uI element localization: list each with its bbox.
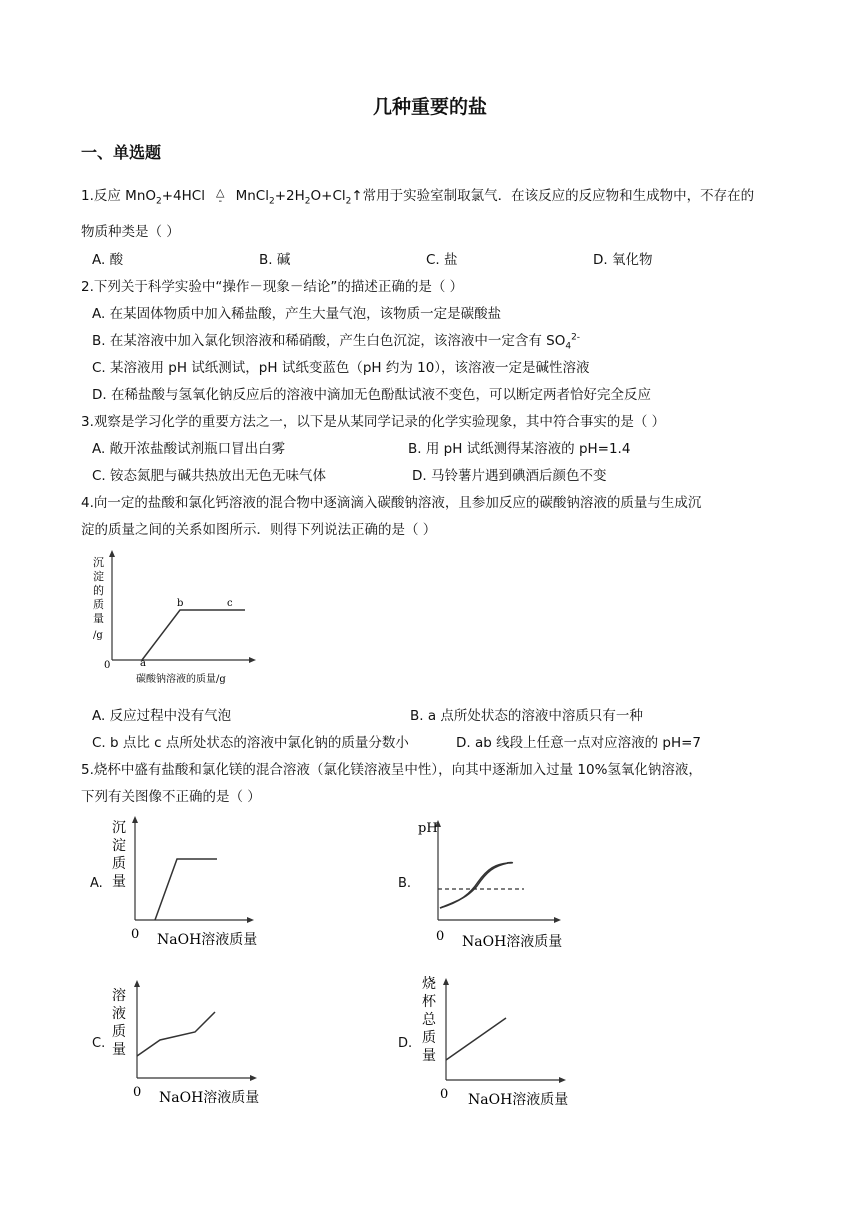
q3-option-a: A. 敞开浓盐酸试剂瓶口冒出白雾 — [92, 441, 286, 457]
q5-stem-line2: 下列有关图像不正确的是（ ） — [81, 789, 261, 805]
q5-graph-a-ylabel-2: 质 — [112, 856, 126, 872]
q5-graph-d-ylabel-0: 烧 — [422, 976, 436, 992]
q5-graph-a-curve — [155, 859, 217, 920]
q5-graph-c-curve — [137, 1012, 215, 1056]
q5-graph-a-ylabel-3: 量 — [112, 874, 126, 890]
q5-graph-c-ylabel-0: 溶 — [112, 988, 126, 1004]
q5-graph-c-ylabel-1: 液 — [112, 1006, 126, 1022]
q5-graph-d-curve — [446, 1018, 506, 1060]
page-title: 几种重要的盐 — [372, 96, 487, 118]
q4-ylabel-5: /g — [93, 630, 103, 641]
q1-stem-line2: 物质种类是（ ） — [81, 224, 180, 240]
q4-curve — [142, 610, 245, 660]
q2-option-a: A. 在某固体物质中加入稀盐酸，产生大量气泡，该物质一定是碳酸盐 — [92, 306, 502, 322]
q4-ylabel-3: 质 — [93, 598, 104, 611]
q5-graph-b-xlabel: NaOH溶液质量 — [462, 934, 563, 950]
q5-graph-c — [105, 978, 270, 1110]
q1-option-b: B. 碱 — [259, 252, 291, 268]
q5-graph-c-xlabel: NaOH溶液质量 — [159, 1090, 260, 1106]
q5-graph-d — [414, 972, 579, 1112]
q5-graph-c-label: C. — [92, 1036, 106, 1051]
q4-point-c: c — [227, 598, 233, 609]
q5-graph-d-ylabel-4: 量 — [422, 1048, 436, 1064]
q5-graph-a — [105, 814, 265, 952]
q5-graph-d-label: D. — [398, 1036, 413, 1051]
q4-option-c: C. b 点比 c 点所处状态的溶液中氯化钠的质量分数小 — [92, 735, 409, 751]
q5-graph-d-ylabel-2: 总 — [422, 1012, 436, 1028]
q3-option-b: B. 用 pH 试纸测得某溶液的 pH=1.4 — [408, 441, 631, 457]
q2-option-c: C. 某溶液用 pH 试纸测试，pH 试纸变蓝色（pH 约为 10），该溶液一定是碱性溶液 — [92, 360, 590, 376]
q5-graph-c-ylabel-2: 质 — [112, 1024, 126, 1040]
q4-ylabel-0: 沉 — [93, 556, 104, 569]
q5-graph-c-ylabel-3: 量 — [112, 1042, 126, 1058]
q2-stem: 2.下列关于科学实验中“操作－现象－结论”的描述正确的是（ ） — [81, 279, 464, 295]
q2-option-d: D. 在稀盐酸与氢氧化钠反应后的溶液中滴加无色酚酞试液不变色，可以断定两者恰好完全反应 — [92, 387, 651, 403]
q4-ylabel-2: 的 — [93, 584, 104, 597]
q4-xlabel: 碳酸钠溶液的质量/g — [136, 674, 226, 685]
q1-stem-line1: 1.反应 MnO$_2$+4HCl △ - $MnCl_2+2H_2O+Cl_2↑$常用于实验室制取氯气．在该反应的反应物和生成物中，不存在的 — [81, 185, 755, 207]
q5-graph-d-ylabel-1: 杯 — [422, 994, 436, 1010]
q5-graph-b — [412, 816, 572, 954]
q4-ylabel-1: 淀 — [93, 570, 104, 583]
q1-option-c: C. 盐 — [426, 252, 458, 268]
q4-point-b: b — [177, 598, 184, 609]
q5-graph-b-ylabel: pH — [418, 821, 438, 836]
q4-point-a: a — [140, 658, 146, 669]
q1-option-a: A. 酸 — [92, 252, 124, 268]
q5-stem-line1: 5.烧杯中盛有盐酸和氯化镁的混合溶液（氯化镁溶液呈中性），向其中逐渐加入过量 10%氢氧化钠溶液， — [81, 762, 702, 778]
q5-graph-d-xlabel: NaOH溶液质量 — [468, 1092, 569, 1108]
q4-origin: 0 — [104, 660, 111, 671]
q4-stem-line1: 4.向一定的盐酸和氯化钙溶液的混合物中逐滴滴入碳酸钠溶液，且参加反应的碳酸钠溶液的质量与生成沉 — [81, 495, 702, 511]
q5-graph-b-label: B. — [398, 876, 412, 891]
q4-option-b: B. a 点所处状态的溶液中溶质只有一种 — [410, 708, 643, 724]
q5-graph-c-origin: 0 — [133, 1085, 142, 1100]
q3-option-c: C. 铵态氮肥与碱共热放出无色无味气体 — [92, 468, 327, 484]
q5-graph-a-ylabel-0: 沉 — [112, 820, 126, 836]
q5-graph-a-ylabel-1: 淀 — [112, 838, 126, 854]
q4-graph — [90, 548, 270, 692]
q4-ylabel-4: 量 — [93, 612, 104, 625]
q5-graph-d-origin: 0 — [440, 1087, 449, 1102]
q5-graph-a-origin: 0 — [131, 927, 140, 942]
section-heading: 一、单选题 — [81, 143, 162, 162]
q5-graph-b-origin: 0 — [436, 929, 445, 944]
q4-stem-line2: 淀的质量之间的关系如图所示．则得下列说法正确的是（ ） — [81, 522, 437, 538]
q2-option-b: B. 在某溶液中加入氯化钡溶液和稀硝酸，产生白色沉淀，该溶液中一定含有 $SO_4^{2-}$ — [92, 332, 581, 352]
q3-stem: 3.观察是学习化学的重要方法之一，以下是从某同学记录的化学实验现象，其中符合事实的是（ ） — [81, 414, 666, 430]
q1-option-d: D. 氧化物 — [593, 252, 653, 268]
q5-graph-a-xlabel: NaOH溶液质量 — [157, 932, 258, 948]
q3-option-d: D. 马铃薯片遇到碘酒后颜色不变 — [412, 468, 607, 484]
reaction-condition: △ - — [216, 185, 225, 207]
q5-graph-b-curve — [440, 863, 508, 908]
q5-graph-d-ylabel-3: 质 — [422, 1030, 436, 1046]
q5-graph-a-label: A. — [90, 876, 103, 891]
q4-option-d: D. ab 线段上任意一点对应溶液的 pH=7 — [456, 735, 702, 751]
q4-option-a: A. 反应过程中没有气泡 — [92, 708, 232, 724]
